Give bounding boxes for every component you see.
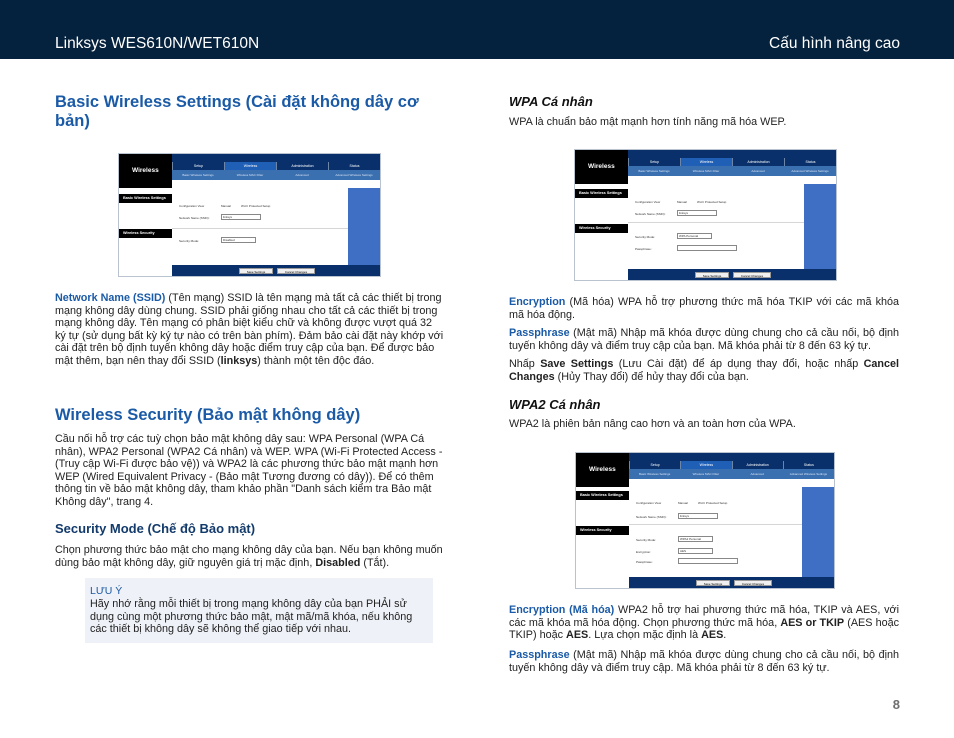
header-section-title: Cấu hình nâng cao <box>769 35 900 52</box>
shot3-wps: Wi-Fi Protected Setup <box>698 501 728 505</box>
wpa2-enc-e: . Lựa chọn mặc định là <box>588 629 702 642</box>
ssid-text-end: ) thành một tên độc đáo. <box>257 354 375 367</box>
wpa2-intro: WPA2 là phiên bản nâng cao hơn và an toàn hơn của WPA. <box>509 418 796 430</box>
shot2-save-button: Save Settings <box>695 272 729 278</box>
shot2-pass-field <box>677 245 737 251</box>
router-screenshot-wpa <box>574 149 837 281</box>
header-product-title: Linksys WES610N/WET610N <box>55 35 260 52</box>
wpa2-enc-g: . <box>723 629 727 642</box>
shot3-sec-basic: Basic Wireless Settings <box>576 491 629 500</box>
shot2-ssid-field: linksys <box>677 210 717 216</box>
wpa2-passphrase-text: (Mật mã) Nhập mã khóa được dùng chung cho cả cầu nối, bộ định tuyến không dây và điểm truy cập. Mã khóa phải từ 8 đến 63 ký tự. <box>509 649 899 674</box>
shot2-sub-advanced: Advanced <box>751 169 765 173</box>
shot-sub-basic: Basic Wireless Settings <box>182 173 214 177</box>
shot3-manual: Manual <box>678 501 688 505</box>
ssid-keyword: Network Name (SSID) <box>55 292 166 304</box>
shot-wps-radio: Wi-Fi Protected Setup <box>241 204 271 208</box>
save-text-d: Cancel Changes <box>509 358 900 383</box>
shot2-wps: Wi-Fi Protected Setup <box>697 200 727 204</box>
note-box <box>85 578 433 643</box>
security-mode-text: Chọn phương thức bảo mật cho mạng không dây của bạn. Nếu bạn không muốn dùng bảo mật không dây, giữ nguyên giá trị mặc định, <box>55 544 443 569</box>
shot2-pass-label: Passphrase: <box>635 247 652 251</box>
shot-ssid-field: linksys <box>221 214 261 220</box>
shot2-mode-select: WPA Personal <box>677 233 712 239</box>
shot-sec-basic: Basic Wireless Settings <box>119 194 172 203</box>
shot3-ssid-field: linksys <box>678 513 718 519</box>
shot2-mode-label: Security Mode: <box>635 235 656 239</box>
shot-ssid-label: Network Name (SSID): <box>179 216 210 220</box>
shot3-save-button: Save Settings <box>696 580 730 586</box>
shot2-sub-mac: Wireless MAC Filter <box>692 169 720 173</box>
note-text: Hãy nhớ rằng mỗi thiết bị trong mạng không dây của bạn PHẢI sử dụng cùng một phương thức bảo mật, mật mã/mã khóa, nếu không các thiết bị không dây sẽ không thể giao tiếp với nhau. <box>90 598 413 636</box>
shot2-ssid-label: Network Name (SSID): <box>635 212 666 216</box>
shot2-sec-basic: Basic Wireless Settings <box>575 189 628 198</box>
security-mode-paragraph <box>55 544 445 569</box>
shot-tab-status: Status <box>328 162 380 170</box>
ssid-text: (Tên mạng) SSID là tên mạng mà tất cả các thiết bị trong mạng không dây dùng chung. SSID phải giống nhau cho tất cả các thiết bị trong mạng không dây. Tên mạng có phân biệt kiểu chữ và không được vượt quá 32 ký tự (sử dụng bất kỳ ký tự nào có trên bàn phím). Đảm bảo cài đặt này khớp với cài đặt trên bộ định tuyến không dây hoặc điểm truy cập của bạn. Để được bảo mật thêm, bạn nên thay đổi SSID ( <box>55 292 444 367</box>
ssid-default: linksys <box>220 354 258 367</box>
wpa2-enc-d: AES <box>566 629 589 642</box>
shot-cancel-button: Cancel Changes <box>277 268 315 274</box>
shot-brand: Wireless <box>119 154 172 188</box>
wpa2-enc-f: AES <box>701 629 724 642</box>
shot-sub-adv-wireless: Advanced Wireless Settings <box>335 173 373 177</box>
shot-sub-mac: Wireless MAC Filter <box>236 173 264 177</box>
page-header <box>0 0 954 59</box>
shot2-sub-basic: Basic Wireless Settings <box>638 169 670 173</box>
wpa2-enc-a: WPA2 hỗ trợ hai phương thức mã hóa, TKIP và AES, với các mã khóa mã hóa động. Chọn phương thức mã hóa, <box>509 604 899 629</box>
shot-sub-advanced: Advanced <box>295 173 309 177</box>
shot3-sec-security: Wireless Security <box>576 526 629 535</box>
wpa2-personal-heading: WPA2 Cá nhân <box>509 397 601 412</box>
shot3-enc-select: AES <box>678 548 713 554</box>
shot2-tab-setup: Setup <box>628 158 680 166</box>
shot2-tab-wireless: Wireless <box>680 158 732 166</box>
shot2-tab-admin: Administration <box>732 158 784 166</box>
wpa-encryption-text: (Mã hóa) WPA hỗ trợ phương thức mã hóa TKIP với các mã khóa mã hóa động. <box>509 296 899 321</box>
note-title: LƯU Ý <box>90 585 123 597</box>
shot-save-button: Save Settings <box>239 268 273 274</box>
shot2-sub-adv-wireless: Advanced Wireless Settings <box>791 169 829 173</box>
shot3-pass-field <box>678 558 738 564</box>
shot3-pass-label: Passphrase: <box>636 560 653 564</box>
save-text-e: (Hủy Thay đổi) để hủy thay đổi của bạn. <box>554 370 749 383</box>
shot2-cancel-button: Cancel Changes <box>733 272 771 278</box>
shot3-tab-status: Status <box>783 461 834 469</box>
shot3-tab-admin: Administration <box>732 461 783 469</box>
wpa-encryption-paragraph <box>509 296 899 321</box>
wpa2-passphrase-paragraph <box>509 649 899 674</box>
shot-sec-security: Wireless Security <box>119 229 172 238</box>
security-mode-default: Disabled <box>315 556 361 569</box>
save-text-a: Nhấp <box>509 358 541 370</box>
shot3-mode-select: WPA2 Personal <box>678 536 713 542</box>
shot-manual-radio: Manual <box>221 204 231 208</box>
basic-wireless-heading: Basic Wireless Settings (Cài đặt không dây cơ bản) <box>55 93 419 130</box>
shot2-brand: Wireless <box>575 150 628 184</box>
shot3-sub-advanced: Advanced <box>750 472 764 476</box>
wpa-passphrase-text: (Mật mã) Nhập mã khóa được dùng chung cho cả cầu nối, bộ định tuyến không dây và điểm truy cập của bạn. Mã khóa phải từ 8 đến 63 ký tự. <box>509 327 899 352</box>
wpa2-enc-b: AES or TKIP <box>780 616 845 629</box>
wpa-personal-heading: WPA Cá nhân <box>509 94 593 109</box>
ssid-paragraph <box>55 292 445 368</box>
shot2-manual: Manual <box>677 200 687 204</box>
wpa2-enc-c: (AES hoặc TKIP) hoặc <box>509 616 899 642</box>
wpa-encryption-keyword: Encryption <box>509 296 566 308</box>
shot-tab-setup: Setup <box>172 162 224 170</box>
wpa-intro: WPA là chuẩn bảo mật mạnh hơn tính năng mã hóa WEP. <box>509 116 787 128</box>
shot3-enc-label: Encryption: <box>636 550 652 554</box>
security-intro-paragraph: Cầu nối hỗ trợ các tuỳ chọn bảo mật không dây sau: WPA Personal (WPA Cá nhân), WPA2 Personal (WPA2 Cá nhân) và WEP. WPA (Wi-Fi Protected Access - (Truy cập Wi-Fi được bảo vệ)) và WPA2 là các phương thức bảo mật mạnh hơn WEP (Wired Equivalent Privacy - (Bảo mật Tương đương có dây)). Để có thêm thông tin về bảo mật không dây, tham khảo phần "Danh sách kiểm tra Bảo mật Không dây", trang 4. <box>55 433 443 508</box>
wpa-passphrase-keyword: Passphrase <box>509 327 570 339</box>
shot3-cancel-button: Cancel Changes <box>734 580 772 586</box>
shot3-tab-wireless: Wireless <box>680 461 731 469</box>
shot3-brand: Wireless <box>576 453 629 487</box>
security-mode-heading: Security Mode (Chế độ Bảo mật) <box>55 521 256 536</box>
shot-tab-wireless: Wireless <box>224 162 276 170</box>
shot2-sec-security: Wireless Security <box>575 224 628 233</box>
security-mode-text-end: (Tắt). <box>360 556 390 569</box>
wpa2-passphrase-keyword: Passphrase <box>509 649 570 661</box>
shot3-sub-mac: Wireless MAC Filter <box>692 472 720 476</box>
save-text-c: (Lưu Cài đặt) để áp dụng thay đổi, hoặc nhấp <box>613 358 864 370</box>
shot3-sub-basic: Basic Wireless Settings <box>638 472 671 476</box>
shot-tab-admin: Administration <box>276 162 328 170</box>
save-text-b: Save Settings <box>540 358 614 370</box>
shot-mode-select: Disabled <box>221 237 256 243</box>
shot-config-label: Configuration View <box>179 204 205 208</box>
shot3-sub-adv-wireless: Advanced Wireless Settings <box>789 472 828 476</box>
shot2-tab-status: Status <box>784 158 836 166</box>
save-cancel-paragraph <box>509 358 899 383</box>
shot3-config-label: Configuration View <box>636 501 662 505</box>
shot2-config-label: Configuration View <box>635 200 661 204</box>
shot3-mode-label: Security Mode: <box>636 538 657 542</box>
wpa2-encryption-keyword: Encryption (Mã hóa) <box>509 604 615 616</box>
wpa-passphrase-paragraph <box>509 327 899 352</box>
wireless-security-heading: Wireless Security (Bảo mật không dây) <box>55 406 361 424</box>
shot3-tab-setup: Setup <box>629 461 680 469</box>
page-number: 8 <box>892 697 900 712</box>
wpa2-encryption-paragraph <box>509 604 899 642</box>
router-screenshot-wpa2 <box>575 452 835 589</box>
router-screenshot-basic <box>118 153 381 277</box>
shot3-ssid-label: Network Name (SSID): <box>636 515 667 519</box>
shot-mode-label: Security Mode: <box>179 239 200 243</box>
